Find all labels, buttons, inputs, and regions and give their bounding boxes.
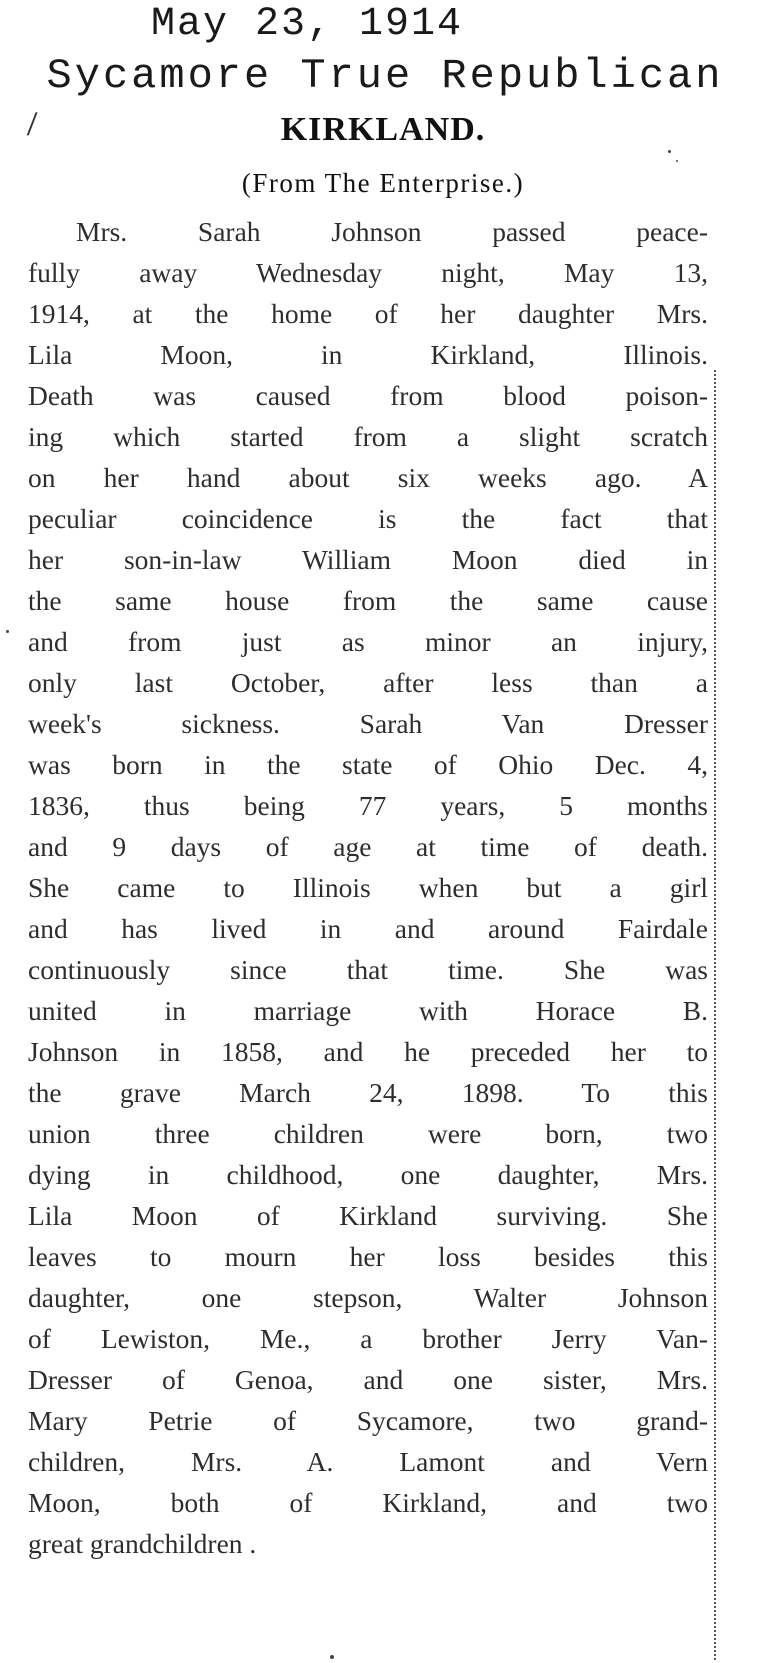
article-line: and from just as minor an injury, [28,626,708,657]
article-headline: KIRKLAND. [280,111,486,148]
column-rule [714,370,716,1660]
article-line: Death was caused from blood poison- [28,380,708,411]
article-line: week's sickness. Sarah Van Dresser [28,708,708,739]
article-source: (From The Enterprise.) [241,168,525,198]
article-line: her son-in-law William Moon died in [28,544,708,575]
article-line: dying in childhood, one daughter, Mrs. [28,1159,708,1190]
article-line: of Lewiston, Me., a brother Jerry Van- [28,1323,708,1354]
print-speck [330,1655,334,1659]
article-line: and 9 days of age at time of death. [28,831,708,862]
article-line: was born in the state of Ohio Dec. 4, [28,749,708,780]
article-line: Johnson in 1858, and he preceded her to [28,1036,708,1067]
article-line: children, Mrs. A. Lamont and Vern [28,1446,708,1477]
article-line: great grandchildren . [28,1528,257,1559]
article-line: 1914, at the home of her daughter Mrs. [28,298,708,329]
check-mark-icon: ⁄ [27,107,38,142]
article-line: Lila Moon of Kirkland surviving. She [28,1200,708,1231]
print-speck [676,160,678,162]
print-speck [668,150,671,153]
article-column [28,105,708,1564]
article-line: She came to Illinois when but a girl [28,872,708,903]
newspaper-name: Sycamore True Republican [46,52,724,100]
article-line: ing which started from a slight scratch [28,421,708,452]
article-line: the same house from the same cause [28,585,708,616]
article-line: Mrs. Sarah Johnson passed peace- [76,216,708,247]
article-line: Mary Petrie of Sycamore, two grand- [28,1405,708,1436]
article-line: daughter, one stepson, Walter Johnson [28,1282,708,1313]
article-line: Lila Moon, in Kirkland, Illinois. [28,339,708,370]
article-line: and has lived in and around Fairdale [28,913,708,944]
article-line: on her hand about six weeks ago. A [28,462,708,493]
article-line: united in marriage with Horace B. [28,995,708,1026]
article-line: the grave March 24, 1898. To this [28,1077,708,1108]
article-line: fully away Wednesday night, May 13, [28,257,708,288]
clipping-date: May 23, 1914 [150,2,464,47]
article-body [28,211,708,1564]
article-line: peculiar coincidence is the fact that [28,503,708,534]
article-line: leaves to mourn her loss besides this [28,1241,708,1272]
article-line: 1836, thus being 77 years, 5 months [28,790,708,821]
article-line: continuously since that time. She was [28,954,708,985]
article-line: only last October, after less than a [28,667,708,698]
print-speck [6,630,9,633]
article-line: union three children were born, two [28,1118,708,1149]
article-line: Moon, both of Kirkland, and two [28,1487,708,1518]
article-line: Dresser of Genoa, and one sister, Mrs. [28,1364,708,1395]
